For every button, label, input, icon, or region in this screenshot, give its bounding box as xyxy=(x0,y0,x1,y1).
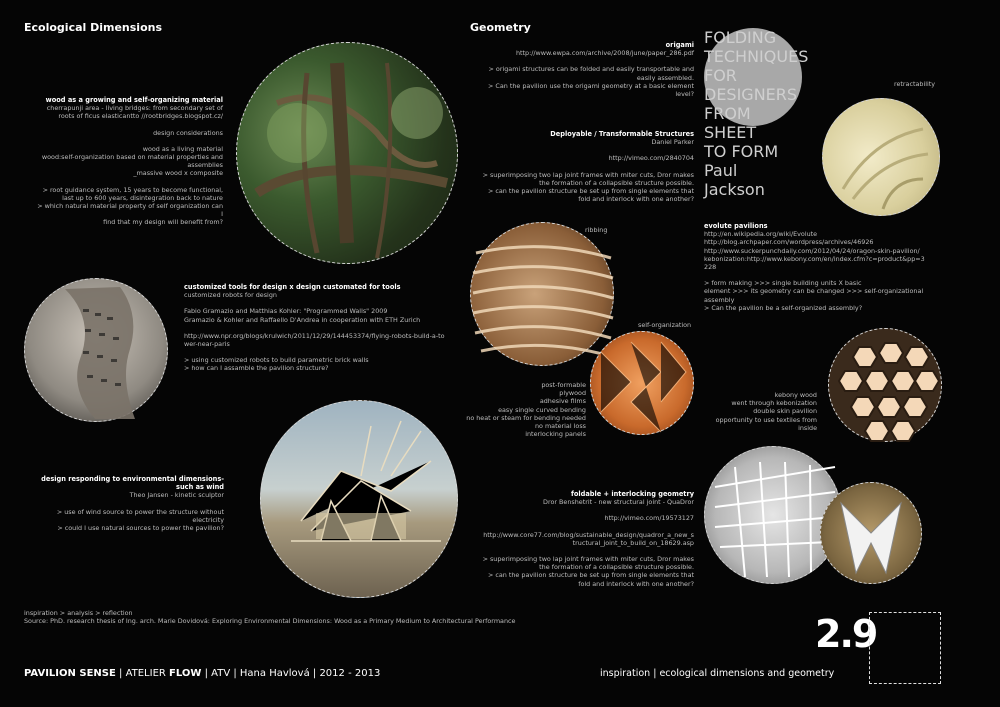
page-number: 2.9 xyxy=(815,612,877,656)
text-line: easily assembled. xyxy=(636,73,694,82)
text-line: > superimposing two lap joint frames with miter cuts, Dror makes xyxy=(482,170,694,179)
text-line xyxy=(466,506,694,514)
text-line: http://vimeo.com/19573127 xyxy=(604,514,694,523)
text-line: Gramazio & Kohler and Raffaello D'Andrea in cooperation with ETH Zurich xyxy=(184,315,421,324)
text-line: http://en.wikipedia.org/wiki/Evolute xyxy=(704,230,818,239)
materials-text xyxy=(460,381,586,438)
text-line: Dror Benshetrit - new structural joint - QuaDror xyxy=(543,498,694,507)
text-line: no material loss xyxy=(534,422,586,431)
text-line xyxy=(466,523,694,531)
self-organization-image xyxy=(590,331,694,435)
text-line: Theo Jansen - kinetic sculptor xyxy=(129,491,224,500)
text-line: post-formable xyxy=(541,381,586,389)
text-line: > using customized robots to build parametric brick walls xyxy=(184,356,369,365)
text-line: design considerations xyxy=(153,128,223,137)
footer-atelier: FLOW xyxy=(169,668,202,679)
block-heading: design responding to environmental dimensions- xyxy=(41,475,224,483)
block-heading: evolute pavilions xyxy=(704,222,768,230)
left-section-title: Ecological Dimensions xyxy=(24,21,163,34)
text-line: the formation of a collapsible structure possible. xyxy=(539,563,694,572)
text-line: 228 xyxy=(704,263,717,272)
text-line: inside xyxy=(798,423,817,432)
text-line xyxy=(704,271,944,279)
text-line: kebonization:http://www.kebony.com/en/index.cfm?c=product&pp=3 xyxy=(704,254,925,263)
robots-text xyxy=(184,283,464,373)
text-line: easy single curved bending xyxy=(498,405,586,414)
text-line: http://vimeo.com/2840704 xyxy=(608,154,694,163)
block-heading: origami xyxy=(665,41,694,49)
text-line: find that my design will benefit from? xyxy=(103,218,223,227)
text-line: opportunity to use textiles from xyxy=(715,415,817,424)
book-title-line: FROM SHEET xyxy=(704,104,757,142)
text-line: fold and interlock with one another? xyxy=(578,579,694,588)
text-line: > Can the pavilion be a self-organized assembly? xyxy=(704,303,863,312)
page-number-box xyxy=(869,612,941,684)
text-line: assembly xyxy=(704,295,735,304)
book-title-line: DESIGNERS xyxy=(704,85,798,104)
text-line: http://blog.archpaper.com/wordpress/archives/46926 xyxy=(704,238,874,247)
text-line: plywood xyxy=(559,389,586,398)
text-line: > can the pavilion structure be set up from single elements that xyxy=(487,187,694,196)
text-line: http://www.suckerpunchdaily.com/2012/04/24/oragon-skin-pavilion/ xyxy=(704,246,920,255)
right-section-title: Geometry xyxy=(470,21,531,34)
footer xyxy=(24,668,380,679)
retractable-structure-image xyxy=(822,98,940,216)
text-line: kebony wood xyxy=(774,391,817,399)
text-line: > which natural material property of self organization can I xyxy=(37,202,223,219)
text-line xyxy=(35,137,223,145)
text-line: adhesive films xyxy=(539,397,586,406)
strandbeest-image xyxy=(260,400,458,598)
kebony-text xyxy=(690,391,817,432)
book-title-line: TO FORM xyxy=(704,142,779,161)
text-line xyxy=(466,57,694,65)
living-bridges-text xyxy=(35,96,223,227)
text-line: tructural_joint_to_build_on_18629.asp xyxy=(572,538,694,547)
text-line: level? xyxy=(675,90,694,99)
text-line xyxy=(466,163,694,171)
folding-joint-image xyxy=(820,482,922,584)
text-line: went through kebonization xyxy=(731,399,817,408)
deployable-text xyxy=(466,130,694,203)
block-heading: customized tools for design x design customated for tools xyxy=(184,283,401,291)
footer-rest: ATV | Hana Havlová | 2012 - 2013 xyxy=(211,668,381,679)
text-line: > Can the pavilion use the origami geometry at a basic element xyxy=(488,81,694,90)
text-line: inspiration > analysis > reflection xyxy=(24,609,133,617)
book-title-line: FOLDING xyxy=(704,28,777,47)
footer-separator: | xyxy=(119,668,126,679)
book-author: Paul Jackson xyxy=(704,161,765,199)
text-line: element >>> its geometry can be changed >>> self-organizational xyxy=(704,287,924,296)
page-subtitle: inspiration | ecological dimensions and geometry xyxy=(600,668,835,679)
text-line: electricity xyxy=(192,515,224,524)
text-line: Fabio Gramazio and Matthias Kohler: "Programmed Walls" 2009 xyxy=(184,307,388,316)
text-line: http://www.ewpa.com/archive/2008/june/paper_286.pdf xyxy=(515,49,694,58)
text-line xyxy=(35,178,223,186)
text-line: > superimposing two lap joint frames with miter cuts, Dror makes xyxy=(482,555,694,564)
text-line: no heat or steam for bending needed xyxy=(466,413,586,422)
text-line: wood as a living material xyxy=(142,144,223,153)
source-text xyxy=(24,609,584,625)
text-line: > form making >>> single building units X basic xyxy=(704,279,862,288)
text-line: assemblies xyxy=(187,161,223,170)
text-line xyxy=(466,146,694,154)
origami-text xyxy=(466,41,694,98)
text-line: double skin pavilion xyxy=(753,407,817,416)
book-title-line: FOR xyxy=(704,66,737,85)
text-line: > can the pavilion structure be set up from single elements that xyxy=(487,571,694,580)
footer-separator2: | xyxy=(204,668,212,679)
text-line: > how can I assamble the pavilion structure? xyxy=(184,364,329,373)
self-organization-label: self-organization xyxy=(638,321,692,329)
block-heading: foldable + interlocking geometry xyxy=(570,490,694,498)
text-line: > origami structures can be folded and easily transportable and xyxy=(488,65,694,74)
block-heading: such as wind xyxy=(176,483,224,492)
text-line: interlocking panels xyxy=(525,430,586,439)
text-line xyxy=(24,500,224,508)
text-line: fold and interlock with one another? xyxy=(578,195,694,204)
wind-text xyxy=(24,475,224,532)
block-heading: Deployable / Transformable Structures xyxy=(550,130,694,138)
block-heading: wood as a growing and self-organizing material xyxy=(45,96,223,104)
text-line: > use of wind source to power the structure without xyxy=(56,507,224,516)
text-line xyxy=(184,348,464,356)
foldable-text xyxy=(466,490,694,588)
footer-atelier-prefix: ATELIER xyxy=(125,668,170,679)
hexagon-pavilion-image xyxy=(828,328,942,442)
text-line: wood:self-organization based on material properties and xyxy=(41,153,223,162)
text-line: wer-near-paris xyxy=(184,340,230,349)
text-line xyxy=(466,547,694,555)
text-line: cherrapunji area - living bridges: from secondary set of xyxy=(46,104,223,113)
text-line: Daniel Parker xyxy=(651,138,694,147)
text-line: the formation of a collapsible structure possible. xyxy=(539,178,694,187)
text-line: _massive wood x composite xyxy=(133,169,223,178)
text-line: last up to 600 years, disintegration back to nature xyxy=(62,193,223,202)
book-title xyxy=(704,28,809,161)
text-line: Source: PhD. research thesis of Ing. arch. Marie Dovidová: Exploring Environmental Dimensions: Wood as a Primary Medium to Architectural Performance xyxy=(24,617,516,626)
text-line: roots of ficus elasticantto //rootbridges.blogspot.cz/ xyxy=(58,112,223,121)
origami-book-image xyxy=(704,28,809,199)
text-line: customized robots for design xyxy=(184,291,277,300)
text-line: > root guidance system, 15 years to become functional, xyxy=(42,185,223,194)
footer-project: PAVILION SENSE xyxy=(24,668,116,679)
evolute-text xyxy=(704,222,944,312)
retractability-label: retractability xyxy=(894,80,936,88)
robot-brick-wall-image xyxy=(24,278,168,422)
text-line: http://www.core77.com/blog/sustainable_design/quadror_a_new_s xyxy=(483,530,694,539)
text-line xyxy=(35,121,223,129)
book-title-line: TECHNIQUES xyxy=(704,47,809,66)
text-line xyxy=(184,299,464,307)
text-line: > could I use natural sources to power the pavilion? xyxy=(57,524,224,533)
living-root-bridge-image xyxy=(236,42,458,264)
text-line xyxy=(184,324,464,332)
ribbing-label: ribbing xyxy=(585,226,608,234)
text-line: http://www.npr.org/blogs/krulwich/2011/12/29/144453374/flying-robots-build-a-to xyxy=(184,331,445,340)
